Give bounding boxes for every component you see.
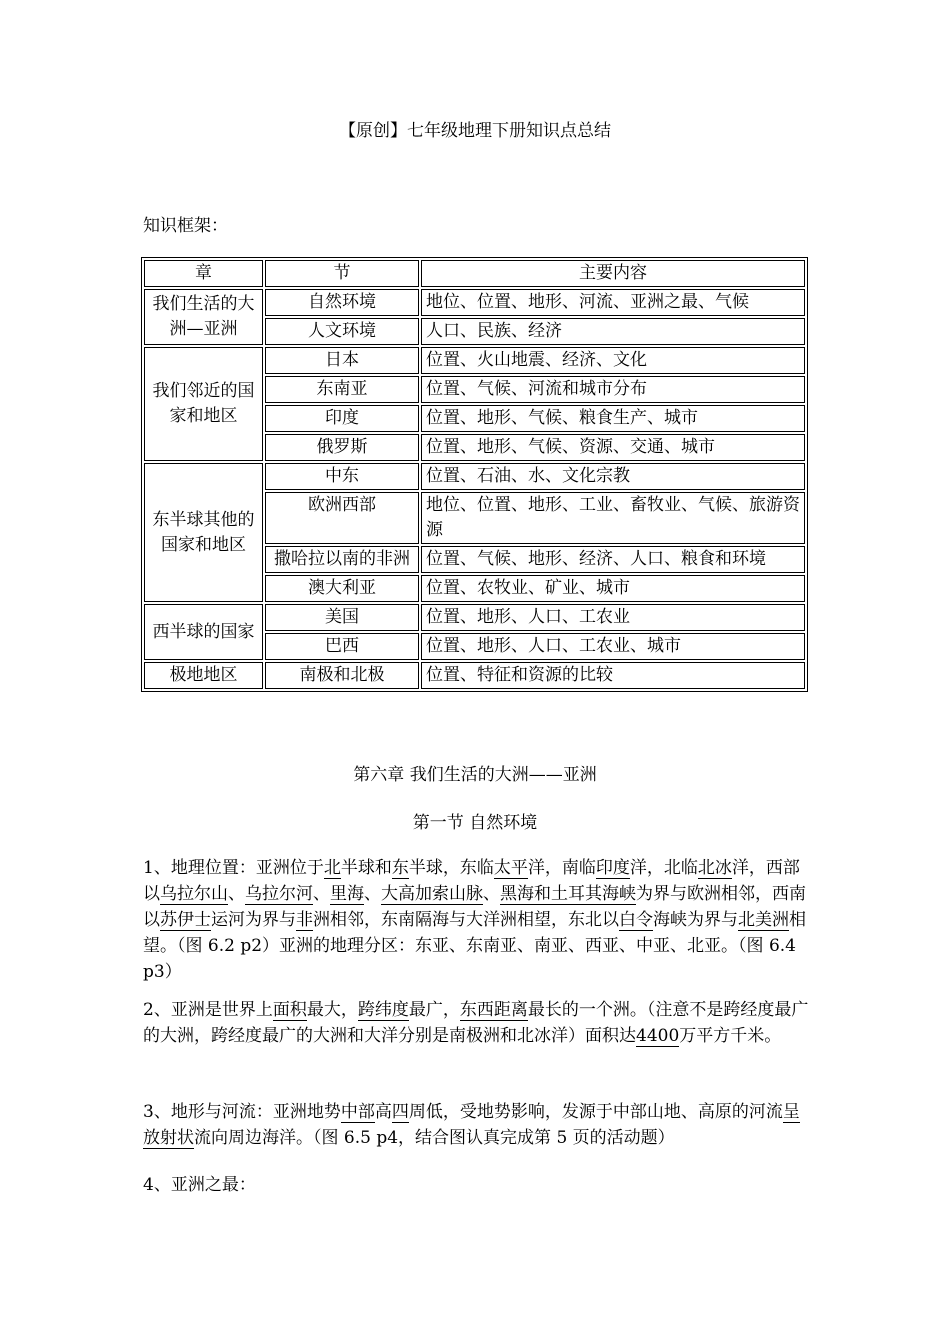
- chapter-cell: 我们邻近的国家和地区: [144, 347, 263, 461]
- section-cell: 日本: [265, 347, 419, 374]
- content-cell: 位置、地形、人口、工农业、城市: [421, 633, 805, 660]
- section-cell: 欧洲西部: [265, 492, 419, 544]
- text-segment: 3、地形与河流：亚洲地势: [143, 1102, 341, 1122]
- underlined-term: 乌拉尔河: [245, 884, 313, 904]
- chapter-cell: 我们生活的大洲—亚洲: [144, 289, 263, 345]
- content-cell: 位置、地形、人口、工农业: [421, 604, 805, 631]
- paragraph-area: [143, 997, 809, 1049]
- text-segment: 半球，东临: [408, 858, 494, 878]
- content-cell: 位置、气候、河流和城市分布: [421, 376, 805, 403]
- underlined-term: 乌拉尔山: [160, 884, 228, 904]
- underlined-term: 四: [391, 1102, 409, 1122]
- underlined-term: 4400: [636, 1026, 680, 1046]
- text-segment: 、: [483, 884, 500, 904]
- paragraph-asia-records: [143, 1172, 809, 1198]
- section-cell: 中东: [265, 463, 419, 490]
- content-cell: 位置、地形、气候、资源、交通、城市: [421, 434, 805, 461]
- text-segment: 1、地理位置：亚洲位于: [143, 858, 324, 878]
- underlined-term: 北: [323, 858, 341, 878]
- header-section: 节: [265, 260, 419, 287]
- content-cell: 位置、气候、地形、经济、人口、粮食和环境: [421, 546, 805, 573]
- table-body: [144, 260, 805, 689]
- header-chapter: 章: [144, 260, 263, 287]
- underlined-term: 东西距离: [459, 1000, 528, 1020]
- text-segment: 洋，南临: [527, 858, 596, 878]
- text-segment: 为界与欧洲相邻，西南以: [143, 884, 806, 930]
- text-segment: 海峡为界与: [653, 910, 738, 930]
- text-segment: 、: [313, 884, 330, 904]
- underlined-term: 印度: [595, 858, 630, 878]
- text-segment: 、: [364, 884, 381, 904]
- section-cell: 撒哈拉以南的非洲: [265, 546, 419, 573]
- content-cell: 位置、火山地震、经济、文化: [421, 347, 805, 374]
- underlined-term: 东: [391, 858, 409, 878]
- text-segment: 高: [374, 1102, 392, 1122]
- content-cell: 地位、位置、地形、工业、畜牧业、气候、旅游资源: [421, 492, 805, 544]
- underlined-term: 黑海和土耳其海峡: [500, 884, 636, 904]
- text-segment: 半球和: [340, 858, 392, 878]
- knowledge-framework-table: [141, 257, 808, 692]
- chapter-cell: 极地地区: [144, 662, 263, 689]
- content-cell: 地位、位置、地形、河流、亚洲之最、气候: [421, 289, 805, 316]
- document-title: 【原创】七年级地理下册知识点总结: [339, 121, 611, 141]
- paragraph-geographic-location: [143, 855, 809, 985]
- underlined-term: 中部: [340, 1102, 375, 1122]
- section-cell: 巴西: [265, 633, 419, 660]
- table-row: [144, 662, 805, 689]
- section-heading: 第一节 自然环境: [412, 813, 538, 833]
- text-segment: 、: [228, 884, 245, 904]
- chapter-cell: 西半球的国家: [144, 604, 263, 660]
- content-cell: 人口、民族、经济: [421, 318, 805, 345]
- text-segment: 流向周边海洋。（图 6.5 p4，结合图认真完成第 5 页的活动题）: [194, 1128, 675, 1148]
- text-segment: 万平方千米。: [679, 1026, 782, 1046]
- underlined-term: 里海: [330, 884, 364, 904]
- table-header-row: [144, 260, 805, 287]
- table-row: [144, 289, 805, 316]
- underlined-term: 非: [296, 910, 313, 930]
- underlined-term: 北美洲: [738, 910, 789, 930]
- underlined-term: 面积: [272, 1000, 307, 1020]
- text-segment: 最长的一个洲。（注意不是跨经度最广的大洲，跨经度最广的大洲和大洋分别是南极洲和北冰洋）面积达: [143, 1000, 809, 1046]
- content-cell: 位置、石油、水、文化宗教: [421, 463, 805, 490]
- section-cell: 自然环境: [265, 289, 419, 316]
- underlined-term: 白令: [619, 910, 653, 930]
- text-segment: 4、亚洲之最：: [143, 1175, 256, 1195]
- chapter-cell: 东半球其他的国家和地区: [144, 463, 263, 602]
- section-cell: 印度: [265, 405, 419, 432]
- text-segment: 相望。（图 6.2 p2）亚洲的地理分区：东亚、东南亚、南亚、西亚、中亚、北亚。（图 6.4 p3）: [143, 910, 806, 982]
- section-cell: 人文环境: [265, 318, 419, 345]
- table-row: [144, 604, 805, 631]
- section-cell: 南极和北极: [265, 662, 419, 689]
- paragraph-terrain-rivers: [143, 1099, 809, 1151]
- section-cell: 东南亚: [265, 376, 419, 403]
- content-cell: 位置、地形、气候、粮食生产、城市: [421, 405, 805, 432]
- text-segment: 最大，: [306, 1000, 358, 1020]
- framework-label: 知识框架：: [143, 216, 228, 236]
- header-content: 主要内容: [421, 260, 805, 287]
- section-cell: 美国: [265, 604, 419, 631]
- section-cell: 澳大利亚: [265, 575, 419, 602]
- table-row: [144, 463, 805, 490]
- text-segment: 洋，西部以: [143, 858, 800, 904]
- text-segment: 洲相邻，东南隔海与大洋洲相望，东北以: [313, 910, 619, 930]
- underlined-term: 太平: [493, 858, 528, 878]
- text-segment: 最广，: [408, 1000, 460, 1020]
- underlined-term: 大高加索山脉: [381, 884, 483, 904]
- table-row: [144, 347, 805, 374]
- underlined-term: 呈放射状: [143, 1102, 800, 1148]
- underlined-term: 苏伊士: [160, 910, 211, 930]
- text-segment: 运河为界与: [211, 910, 296, 930]
- content-cell: 位置、农牧业、矿业、城市: [421, 575, 805, 602]
- chapter-heading: 第六章 我们生活的大洲——亚洲: [353, 765, 597, 785]
- text-segment: 周低，受地势影响，发源于中部山地、高原的河流: [408, 1102, 783, 1122]
- text-segment: 洋，北临: [629, 858, 698, 878]
- content-cell: 位置、特征和资源的比较: [421, 662, 805, 689]
- text-segment: 2、亚洲是世界上: [143, 1000, 273, 1020]
- section-cell: 俄罗斯: [265, 434, 419, 461]
- underlined-term: 跨纬度: [357, 1000, 409, 1020]
- underlined-term: 北冰: [697, 858, 732, 878]
